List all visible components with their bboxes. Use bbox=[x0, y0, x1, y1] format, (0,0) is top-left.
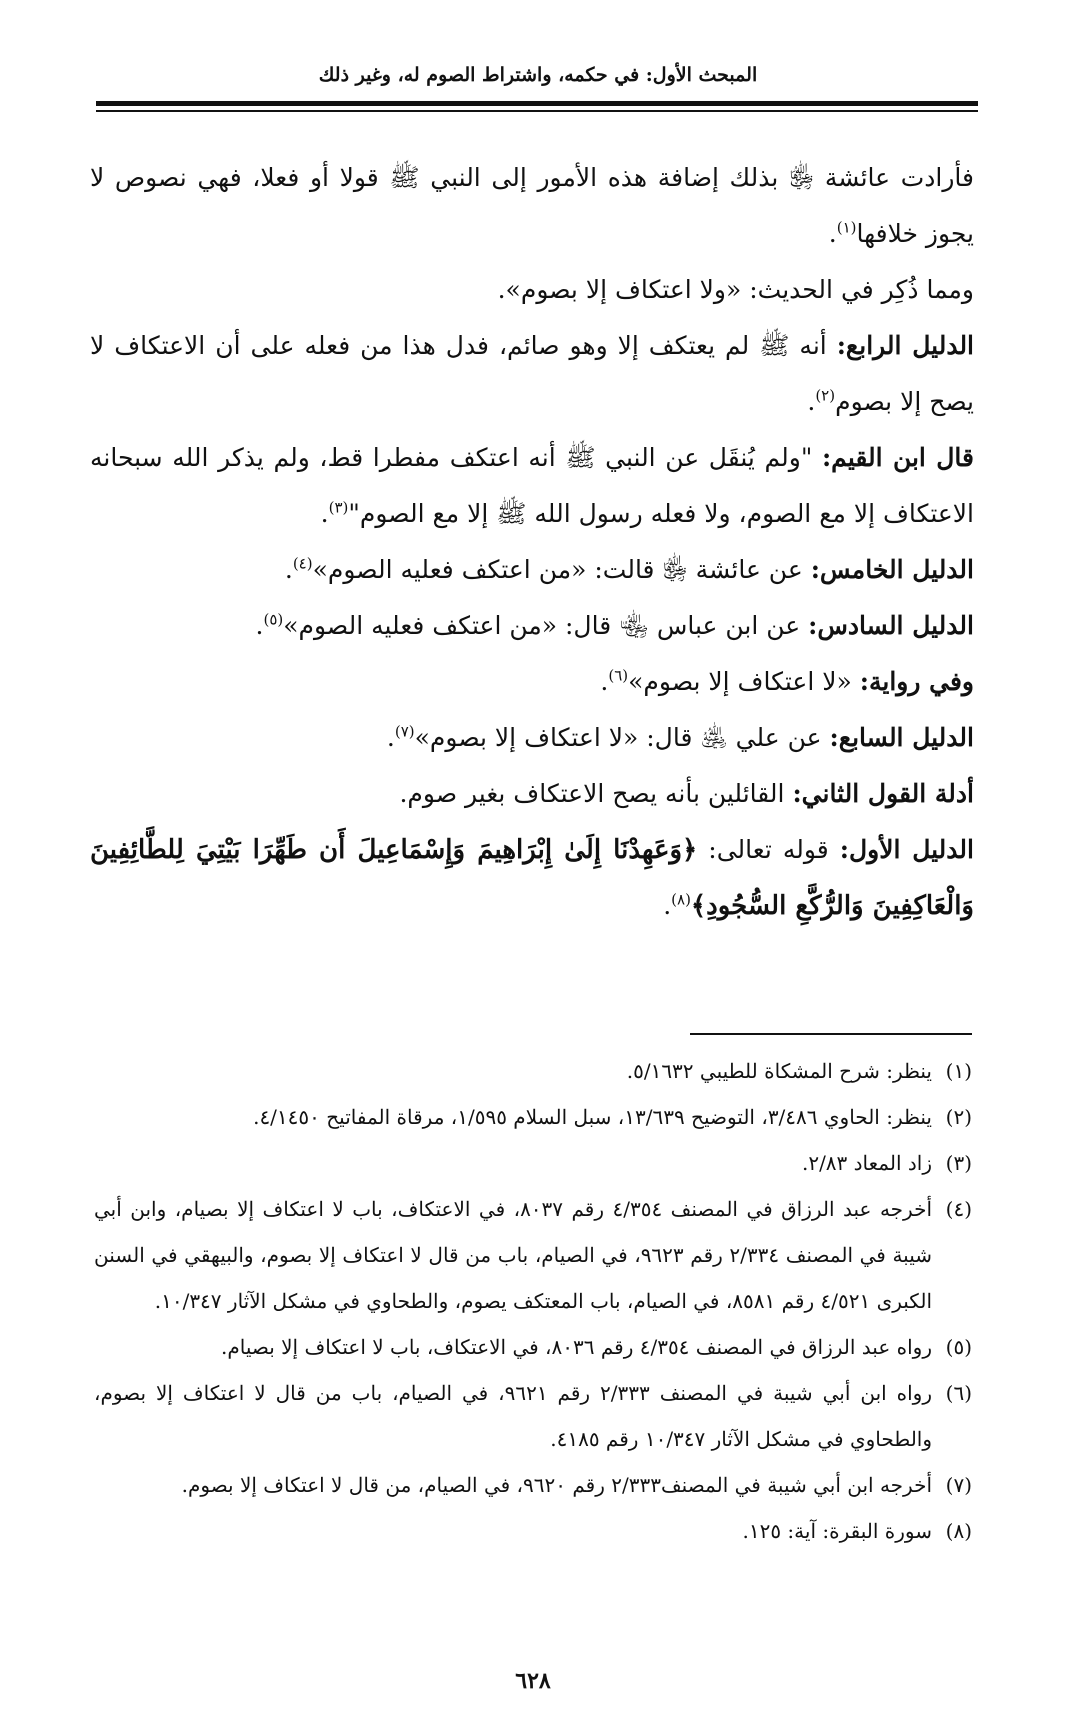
header-rule-thin bbox=[96, 110, 978, 112]
paragraph-4: قال ابن القيم: "ولم يُنقَل عن النبي ﷺ أنه اعتكف مفطرا قط، ولم يذكر الله سبحانه الاعتكاف إلا مع الصوم، ولا فعله رسول الله ﷺ إلا مع الصوم"$^{(٣)}$. bbox=[90, 443, 974, 528]
footnote: (١) ينظر: شرح المشكاة للطيبي ٥/١٦٣٢. bbox=[94, 1048, 972, 1094]
footnote-ref[interactable]: (٨) bbox=[671, 890, 691, 909]
footnote: (٧) أخرجه ابن أبي شيبة في المصنف٢/٣٣٣ رقم ٩٦٢٠، في الصيام، من قال لا اعتكاف إلا بصوم. bbox=[94, 1462, 972, 1508]
footnote-ref[interactable]: (٥) bbox=[263, 610, 284, 629]
main-text bbox=[90, 150, 974, 934]
footnote-ref[interactable]: (٧) bbox=[394, 722, 415, 741]
footnote: (٦) رواه ابن أبي شيبة في المصنف ٢/٣٣٣ رقم ٩٦٢١، في الصيام، باب من قال لا اعتكاف إلا بصوم، والطحاوي في مشكل الآثار ١٠/٣٤٧ رقم ٤١٨٥. bbox=[94, 1370, 972, 1462]
footnote: (٤) أخرجه عبد الرزاق في المصنف ٤/٣٥٤ رقم ٨٠٣٧، في الاعتكاف، باب لا اعتكاف إلا بصيام، وابن أبي شيبة في المصنف ٢/٣٣٤ رقم ٩٦٢٣، في الصيام، باب من قال لا اعتكاف إلا بصوم، والبيهقي في السنن الكبرى ٤/٥٢١ رقم ٨٥٨١، في الصيام، باب المعتكف يصوم، والطحاوي في مشكل الآثار ١٠/٣٤٧. bbox=[94, 1186, 972, 1324]
footnote-number: (٢) bbox=[945, 1105, 972, 1129]
page-number: ٦٢٨ bbox=[515, 1668, 551, 1694]
footnote-ref[interactable]: (٢) bbox=[815, 386, 836, 405]
running-header: المبحث الأول: في حكمه، واشتراط الصوم له، وغير ذلك bbox=[318, 64, 758, 86]
evidence-label: الدليل السادس: bbox=[808, 611, 974, 640]
paragraph-2: ومما ذُكِر في الحديث: «ولا اعتكاف إلا بصوم». bbox=[497, 275, 974, 304]
evidence-label: قال ابن القيم: bbox=[821, 443, 974, 472]
section-label: أدلة القول الثاني: bbox=[792, 779, 974, 808]
evidence-label: الدليل الرابع: bbox=[836, 331, 975, 360]
footnote: (٥) رواه عبد الرزاق في المصنف ٤/٣٥٤ رقم ٨٠٣٦، في الاعتكاف، باب لا اعتكاف إلا بصيام. bbox=[94, 1324, 972, 1370]
evidence-label: الدليل السابع: bbox=[829, 723, 974, 752]
paragraph-6: الدليل السادس: عن ابن عباس ﵄ قال: «من اعتكف فعليه الصوم»$^{(٥)}$. bbox=[255, 610, 974, 640]
paragraph-8: الدليل السابع: عن علي ﵁ قال: «لا اعتكاف إلا بصوم»$^{(٧)}$. bbox=[386, 722, 974, 752]
evidence-label: الدليل الخامس: bbox=[810, 555, 974, 584]
paragraph-7: وفي رواية: «لا اعتكاف إلا بصوم»$^{(٦)}$. bbox=[600, 666, 974, 696]
quran-verse: ﴿وَعَهِدْنَا إِلَىٰ إِبْرَاهِيمَ وَإِسْمَاعِيلَ أَن طَهِّرَا بَيْتِيَ لِلطَّائِفِينَ وَالْعَاكِفِينَ وَالرُّكَّعِ السُّجُودِ﴾ bbox=[90, 835, 974, 921]
footnote-number: (١) bbox=[945, 1059, 972, 1083]
footnote-ref[interactable]: (٣) bbox=[328, 498, 349, 517]
footnote: (٢) ينظر: الحاوي ٣/٤٨٦، التوضيح ١٣/٦٣٩، سبل السلام ١/٥٩٥، مرقاة المفاتيح ٤/١٤٥٠. bbox=[94, 1094, 972, 1140]
footnote-number: (٤) bbox=[945, 1197, 972, 1221]
footnote-number: (٨) bbox=[945, 1519, 972, 1543]
footnote: (٨) سورة البقرة: آية: ١٢٥. bbox=[94, 1508, 972, 1554]
evidence-label: الدليل الأول: bbox=[839, 835, 974, 864]
footnote-number: (٦) bbox=[945, 1381, 972, 1405]
paragraph-1: فأرادت عائشة ﵂ بذلك إضافة هذه الأمور إلى النبي ﷺ قولا أو فعلا، فهي نصوص لا يجوز خلافها$^{(١)}$. bbox=[90, 163, 974, 248]
paragraph-3: الدليل الرابع: أنه ﷺ لم يعتكف إلا وهو صائم، فدل هذا من فعله على أن الاعتكاف لا يصح إلا بصوم$^{(٢)}$. bbox=[90, 331, 975, 416]
footnote-ref[interactable]: (١) bbox=[836, 218, 857, 237]
evidence-label: وفي رواية: bbox=[859, 667, 974, 696]
footnote: (٣) زاد المعاد ٢/٨٣. bbox=[94, 1140, 972, 1186]
footnote-separator bbox=[690, 1033, 972, 1035]
footnote-number: (٥) bbox=[945, 1335, 972, 1359]
footnote-ref[interactable]: (٤) bbox=[292, 554, 313, 573]
footnote-number: (٣) bbox=[945, 1151, 972, 1175]
paragraph-5: الدليل الخامس: عن عائشة ﵂ قالت: «من اعتكف فعليه الصوم»$^{(٤)}$. bbox=[284, 554, 974, 584]
paragraph-9: أدلة القول الثاني: القائلين بأنه يصح الاعتكاف بغير صوم. bbox=[399, 779, 974, 808]
footnote-number: (٧) bbox=[945, 1473, 972, 1497]
footnote-ref[interactable]: (٦) bbox=[608, 666, 629, 685]
paragraph-10: الدليل الأول: قوله تعالى: ﴿وَعَهِدْنَا إِلَىٰ إِبْرَاهِيمَ وَإِسْمَاعِيلَ أَن طَهِّرَا بَيْتِيَ لِلطَّائِفِينَ وَالْعَاكِفِينَ وَالرُّكَّعِ السُّجُودِ﴾$^{(٨)}$. bbox=[90, 835, 974, 921]
header-rule-thick bbox=[96, 101, 978, 106]
footnotes bbox=[94, 1048, 972, 1554]
